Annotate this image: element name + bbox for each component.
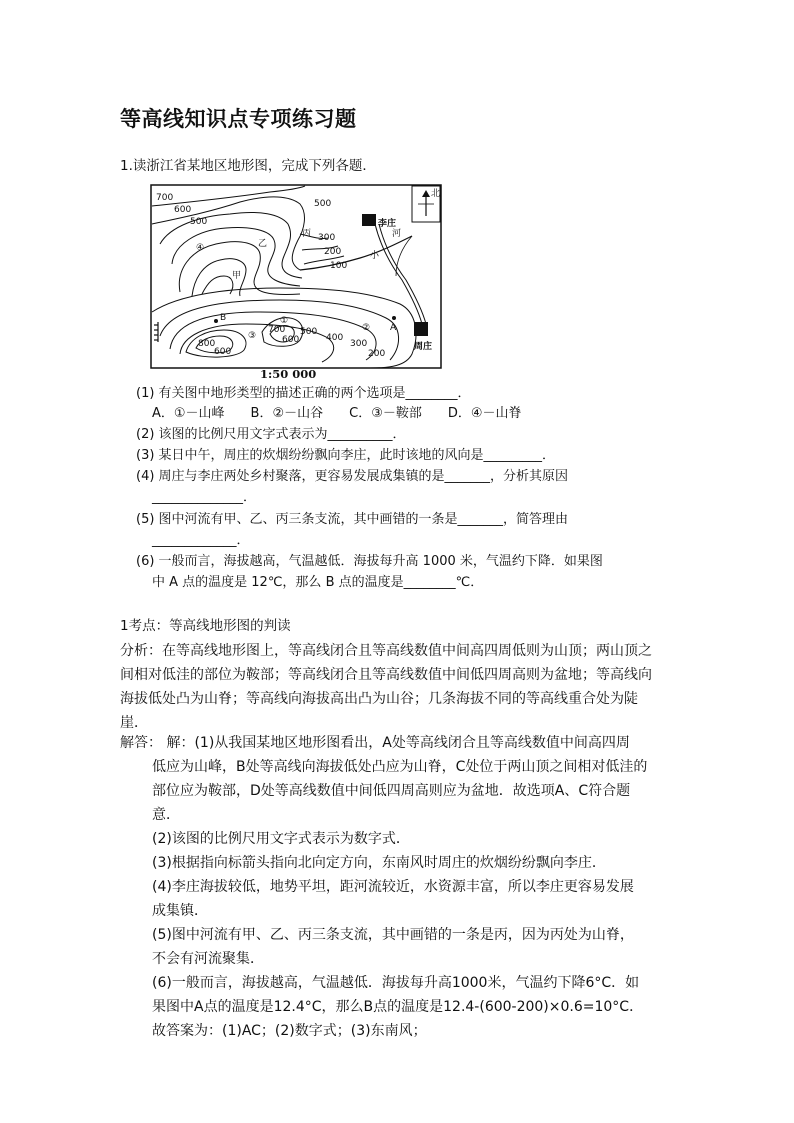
sub-question: (4) 周庄与李庄两处乡村聚落，更容易发展成集镇的是_______，分析其原因 [136,469,569,484]
sub-question: 中 A 点的温度是 12℃，那么 B 点的温度是________℃． [152,575,484,590]
contour-label: 800 [198,339,216,349]
contour-map [150,184,442,369]
contour-label: 600 [214,347,232,357]
solution-line: (6)一般而言，海拔越高，气温越低．海拔每升高1000米，气温约下降6°C．如 [152,975,640,991]
analysis-line: 崖． [120,715,148,731]
village-li-label: 李庄 [378,219,397,229]
sub-question: (3) 某日中午，周庄的炊烟纷纷飘向李庄，此时该地的风向是_________． [136,448,556,463]
sub-question: (5) 图中河流有甲、乙、丙三条支流，其中画错的一条是_______，简答理由 [136,512,569,527]
contour-label: 500 [190,217,208,227]
circle-2-label: ② [362,323,371,333]
circle-1-label: ① [280,316,289,326]
question-intro: 1.读浙江省某地区地形图，完成下列各题． [120,158,376,174]
river-label-xiao: 小 [370,251,380,261]
contour-label: 500 [314,199,332,209]
circle-3-label: ③ [248,331,257,341]
contour-label: 100 [330,261,348,271]
analysis-line: 海拔低处凸为山脊；等高线向海拔高出凸为山谷；几条海拔不同的等高线重合处为陡 [120,691,638,707]
page-title: 等高线知识点专项练习题 [120,107,357,131]
point-b-label: B [220,313,227,323]
solution-line: 低应为山峰，B处等高线向海拔低处凸应为山脊，C处位于两山顶之间相对低洼的 [152,759,648,775]
river-label-he: 河 [392,229,402,239]
north-label: 北 [431,189,441,199]
sub-question-blank: _____________． [152,533,250,548]
village-zhou-icon [414,322,428,336]
solution-line: 不会有河流聚集． [152,951,264,967]
solution-line: 意． [152,807,180,823]
analysis-line: 间相对低洼的部位为鞍部；等高线闭合且等高线数值中间低四周高则为盆地；等高线向 [120,667,652,683]
solution-line: 部位应为鞍部，D处等高线数值中间低四周高则应为盆地．故选项A、C符合题 [152,783,631,799]
answer-kaodian: 1考点：等高线地形图的判读 [120,618,291,634]
sub-question: (6) 一般而言，海拔越高，气温越低．海拔每升高 1000 米，气温约下降．如果图 [136,554,603,569]
sub-question: (2) 该图的比例尺用文字式表示为__________． [136,427,406,442]
contour-label: 400 [326,333,344,343]
circle-4-label: ④ [196,243,205,253]
tributary-yi: 乙 [258,239,268,249]
map-scale: 1:50 000 [260,367,317,381]
tributary-bing: 丙 [302,229,312,239]
point-b-icon [214,319,218,323]
solution-line: 故答案为：(1)AC；(2)数字式；(3)东南风； [152,1023,427,1039]
village-zhou-label: 周庄 [414,342,433,352]
point-a-icon [392,316,396,320]
solution-line: (4)李庄海拔较低，地势平坦，距河流较近，水资源丰富，所以李庄更容易发展 [152,879,634,895]
contour-label: 200 [368,349,386,359]
point-a-label: A [390,323,397,333]
contour-label: 300 [318,233,336,243]
contour-label: 500 [300,327,318,337]
solution-line: (5)图中河流有甲、乙、丙三条支流，其中画错的一条是丙，因为丙处为山脊， [152,927,634,943]
analysis-line: 分析：在等高线地形图上，等高线闭合且等高线数值中间高四周低则为山顶；两山顶之 [120,643,652,659]
contour-label: 600 [174,205,192,215]
solution-line: (3)根据指向标箭头指向北向定方向，东南风时周庄的炊烟纷纷飘向李庄． [152,855,606,871]
solution-line: (2)该图的比例尺用文字式表示为数字式． [152,831,410,847]
tributary-jia: 甲 [232,271,242,281]
solution-line: 解答： 解：(1)从我国某地区地形图看出，A处等高线闭合且等高线数值中间高四周 [120,735,630,751]
contour-label: 300 [350,339,368,349]
sub-question: (1) 有关图中地形类型的描述正确的两个选项是________． [136,386,471,401]
contour-label: 600 [282,335,300,345]
contour-label: 200 [324,247,342,257]
contour-label: 700 [156,193,174,203]
village-li-icon [362,214,376,226]
sub-question-options: A．①－山峰 B．②－山谷 C．③－鞍部 D．④－山脊 [152,406,522,421]
sub-question-blank: ______________． [152,490,257,505]
solution-line: 果图中A点的温度是12.4°C，那么B点的温度是12.4-(600-200)×0.6=10°C． [152,999,644,1015]
solution-line: 成集镇． [152,903,208,919]
contour-label: 700 [268,325,286,335]
